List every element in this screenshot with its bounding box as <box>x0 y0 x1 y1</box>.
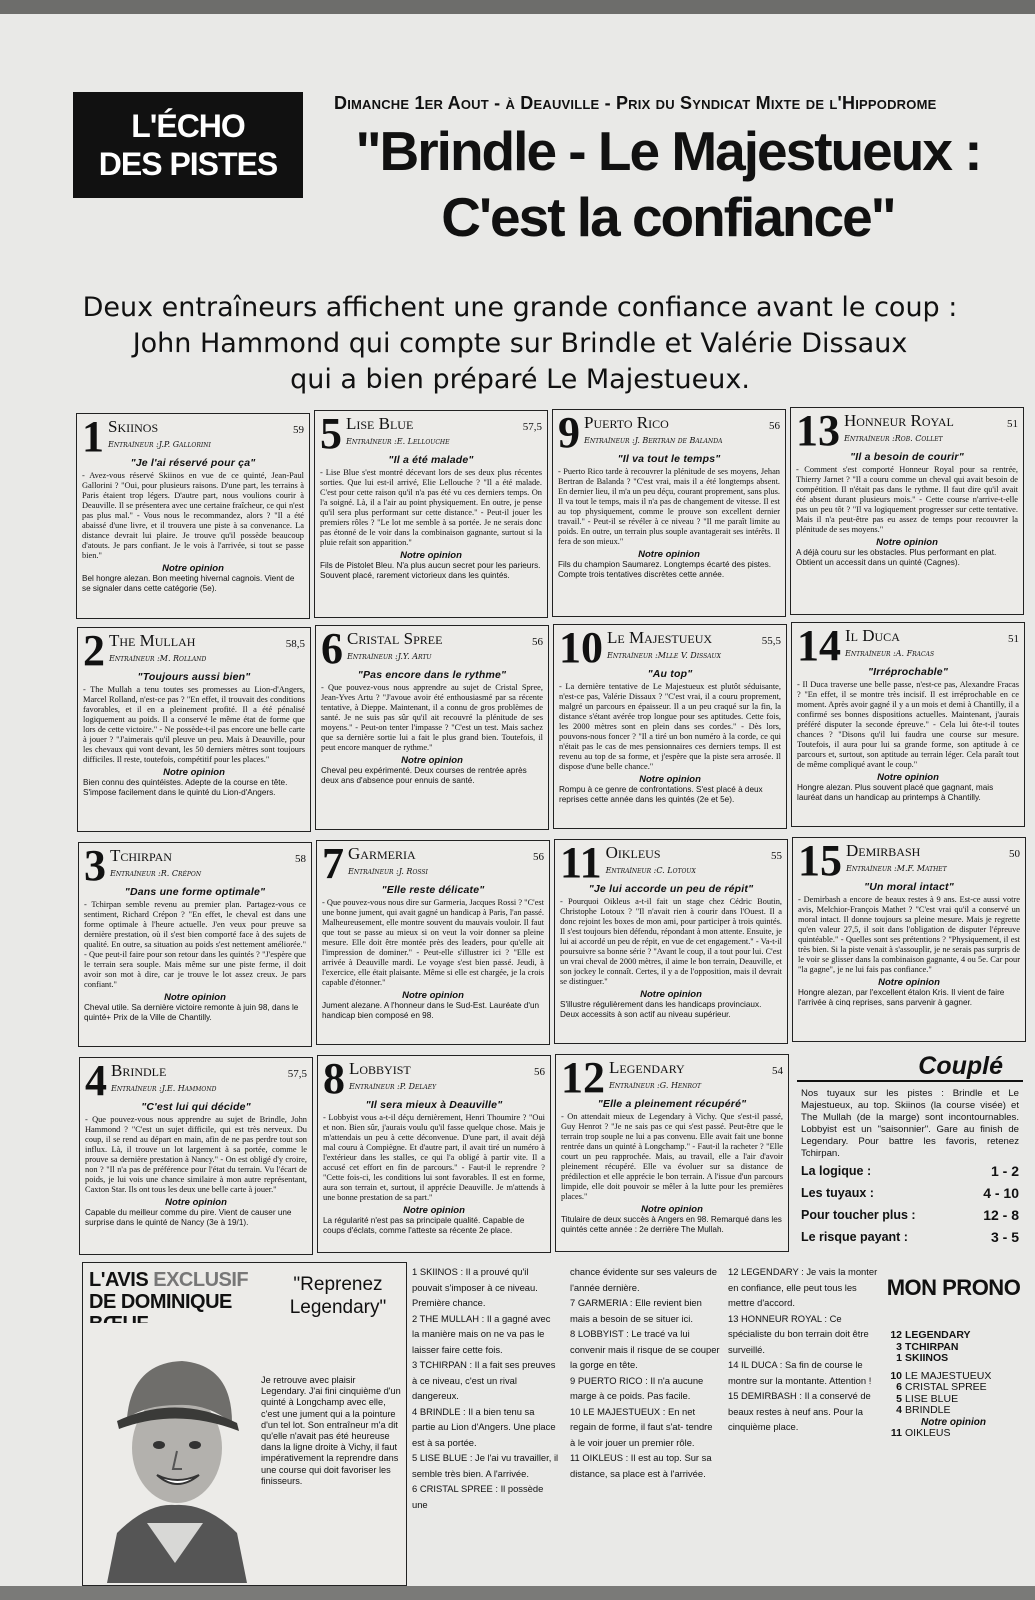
horse-weight: 57,5 <box>522 421 542 433</box>
tip-item: 3 TCHIRPAN : Il a fait ses preuves à ce niveau, c'est un rival dangereux. <box>412 1359 556 1401</box>
horse-card <box>76 413 310 619</box>
horse-card <box>314 410 548 618</box>
horse-opinion: Fils du champion Saumarez. Longtemps écarté des pistes. Compte trois tentatives discrètes cette année. <box>558 560 771 579</box>
prono-pick <box>886 1428 1021 1440</box>
horse-weight: 56 <box>533 851 544 863</box>
horse-quote: "C'est lui qui décide" <box>141 1101 251 1113</box>
horse-card <box>78 842 312 1047</box>
jockey-statement: Je retrouve avec plaisir Legendary. J'ai fini cinquième d'un quinté à Longchamp avec elle, c'est une jument qui a la pointure d'un tel lot. Son entraîneur m'a dit qu'elle n'avait pas été heureuse dans la ligne droite à Vichy, il faut impérativement la reprendre dans une course qui doit favoriser les finisseurs. <box>261 1375 401 1486</box>
horse-quote: "Il va tout le temps" <box>617 453 721 465</box>
prono-pick-number: 1 <box>896 1352 902 1364</box>
horse-header <box>346 415 542 436</box>
horse-name: Honneur Royal <box>844 411 954 430</box>
tip-item: 6 CRISTAL SPREE : Il possède une <box>412 1483 544 1510</box>
horse-card <box>317 1055 551 1253</box>
tips-column-3 <box>728 1264 878 1435</box>
couple-row-label: Pour toucher plus : <box>801 1208 916 1222</box>
horse-weight: 51 <box>1008 633 1019 645</box>
horse-opinion: Titulaire de deux succès à Angers en 98. Remarqué dans les quintés cette année : 2e derrière The Mullah. <box>561 1215 782 1234</box>
horse-number: 4 <box>85 1057 107 1105</box>
deck-line3: qui a bien préparé Le Majestueux. <box>290 364 750 395</box>
opinion-label: Notre opinion <box>162 563 224 574</box>
horse-trainer: Entraîneur :C. Lotoux <box>605 866 696 875</box>
tip-item: 1 SKIINOS : Il a prouvé qu'il pouvait s'imposer à ce niveau. Première chance. <box>412 1266 538 1308</box>
horse-quote: "Je lui accorde un peu de répit" <box>588 883 754 895</box>
tip-item: 5 LISE BLUE : Je l'ai vu travailler, il semble très bien. A l'arrivée. <box>412 1452 559 1479</box>
horse-trainer: Entraîneur :G. Henrot <box>609 1081 701 1090</box>
horse-quote: "Toujours aussi bien" <box>137 671 251 683</box>
horse-opinion: Bel hongre alezan. Bon meeting hivernal cagnois. Vient de se signaler dans cette catégorie (5e). <box>82 574 295 593</box>
horse-interview: - Comment s'est comporté Honneur Royal pour sa rentrée, Thierry Jarnet ? "Il a couru comme un cheval qui avait besoin de compétition. Il n'était pas dans le rythme. Il faut dire qu'il avait été absent durant plusieurs mois." - Cette course n'arrive-t-elle pas un peu tôt ? "Il va logiquement progresser sur cette tentative. Mais il n'a peut-être pas eu assez de temps pour recouvrer la plénitude de ses moyens." <box>796 465 1018 534</box>
horse-number: 3 <box>84 842 106 890</box>
horse-trainer: Entraîneur :J.E. Hammond <box>111 1084 217 1093</box>
tips-column-1 <box>412 1264 560 1512</box>
horse-interview: - Avez-vous réservé Skiinos en vue de ce quinté, Jean-Paul Gallorini ? "Oui, pour plusieurs raisons. D'une part, les terrains à Paris étaient trop légers. D'autre part, nous voulions courir à Deauville. Il se présentera avec une certaine fraîcheur, ce qui n'est pas plus mal." - Vous nous le recommandez, alors ? "Il a été abaissé d'une livre, et il trouvera une piste à sa convenance. La distance devrait lui plaire. Je trouve qu'il possède beaucoup d'atouts. Je pars confiant. Je le vois à l'arrivée, si tout se passe bien." <box>82 471 304 560</box>
horse-opinion: A déjà couru sur les obstacles. Plus performant en plat. Obtient un accessit dans un quinté (Cagnes). <box>796 548 997 567</box>
horse-trainer: Entraîneur :A. Fracas <box>845 649 935 658</box>
prono-pick-name: LE MAJESTUEUX <box>905 1369 992 1382</box>
horse-trainer: Entraîneur :P. Delaey <box>349 1082 437 1091</box>
jockey-box-title-a: L'AVIS <box>89 1269 154 1291</box>
horse-opinion: Cheval utile. Sa dernière victoire remonte à juin 98, dans le quinté+ Prix de la Ville de Chantilly. <box>84 1003 299 1022</box>
horse-quote: "Un moral intact" <box>864 881 954 893</box>
horse-weight: 56 <box>534 1066 545 1078</box>
opinion-label: Notre opinion <box>403 1205 465 1216</box>
horse-weight: 54 <box>772 1065 783 1077</box>
horse-card <box>553 624 787 829</box>
horse-name: Lise Blue <box>346 414 414 433</box>
horse-interview: - Il Duca traverse une belle passe, n'est-ce pas, Alexandre Fracas ? "En effet, il se montre très incisif. Il est irréprochable en ce moment. Après avoir gagné il y a un mois et demi à Chantilly, il a confirmé ses bonnes dispositions actuelles. Maintenant, j'aurais préféré disputer la seconde épreuve." - Cela lui ôte-t-il toutes chances ? "Disons qu'il lui faudra une course sur mesure. Toutefois, il aura pour lui sa grande forme, son aptitude à ce parcours et, surtout, son aptitude au terrain léger. Cela paraît tout de même compliqué avant le coup." <box>797 680 1019 769</box>
horse-interview: - Demirbash a encore de beaux restes à 9 ans. Est-ce aussi votre avis, Melchior-François Mathet ? "C'est vrai qu'il a conservé un moral intact. Il donne toujours sa pleine mesure. Mais je regrette qu'en valeur 27,5, il soit dans l'obligation de disputer l'épreuve quintéable." - Quelles sont ses prétentions ? "Physiquement, il est très bien. Si la piste venait à s'assouplir, je ne serais pas surpris de le voir se glisser dans la combinaison gagnante, 4 ou 5e. Car pour "la gagne", je ne lui fais pas confiance." <box>798 895 1020 974</box>
horse-number: 10 <box>559 624 603 672</box>
horse-weight: 56 <box>532 636 543 648</box>
tip-item: 10 LE MAJESTUEUX : En net regain de forme, il faut s'at- tendre à le voir jouer un premier rôle. <box>570 1405 713 1448</box>
jockey-box-title-b: EXCLUSIF <box>153 1269 249 1291</box>
horse-trainer: Entraîneur :J.Y. Artu <box>347 652 432 661</box>
prono-pick <box>886 1353 1021 1365</box>
couple-row <box>797 1182 1023 1204</box>
opinion-label: Notre opinion <box>877 772 939 783</box>
horse-trainer: Entraîneur :J. Bertran de Balanda <box>584 436 723 445</box>
horse-number: 6 <box>321 625 343 673</box>
page-bottom-edge <box>0 1586 1035 1600</box>
horse-weight: 57,5 <box>287 1068 307 1080</box>
tip-item: 12 LEGENDARY : Je vais la monter en confiance, elle peut tous les mettre d'accord. <box>728 1266 878 1308</box>
prono-pick-name: BRINDLE <box>905 1404 951 1416</box>
horse-interview: - Pourquoi Oikleus a-t-il fait un stage chez Cédric Boutin, Christophe Lotoux ? "Il n'avait rien à courir dans l'Ouest. Il a donc rejoint les boxes de mon ami, pour participer à trois quintés. Il s'est toujours bien défendu, répondant à mon attente. Ensuite, je lui ai accordé un peu de répit, en vue de cet engagement." - Va-t-il poursuivre sa bonne série ? "Avant le coup, il a tout pour lui. C'est un vrai cheval de 2000 mètres, il aime le bon terrain, Deauville, et son jockey le connaît. Certes, il y a de l'opposition, mais il devrait se distinguer." <box>560 897 782 986</box>
horse-quote: "Au top" <box>647 668 693 680</box>
horse-header <box>347 630 543 651</box>
horse-name: Cristal Spree <box>347 629 443 648</box>
opinion-label: Notre opinion <box>876 537 938 548</box>
prono-pick <box>886 1405 1021 1417</box>
prono-pick-number: 6 <box>896 1381 902 1393</box>
horse-card <box>791 622 1025 827</box>
horse-trainer: Entraîneur :E. Lellouche <box>346 437 450 446</box>
prono-pick-number: 4 <box>896 1404 902 1416</box>
couple-box <box>797 1052 1023 1252</box>
horse-name: Garmeria <box>348 844 416 863</box>
horse-name: Demirbash <box>846 841 921 860</box>
horse-quote: "Irréprochable" <box>867 666 949 678</box>
tips-column-2 <box>570 1264 720 1481</box>
horse-trainer: Entraîneur :R. Crépon <box>110 869 202 878</box>
tip-item: 14 IL DUCA : Sa fin de course le montre sur la montante. Attention ! <box>728 1359 872 1386</box>
horse-card <box>315 625 549 830</box>
prono-pick-number: 10 <box>890 1369 902 1382</box>
horse-header <box>606 844 782 865</box>
horse-name: Le Majestueux <box>607 628 713 647</box>
couple-row-value: 12 - 8 <box>983 1207 1019 1223</box>
horse-opinion: Jument alezane. A l'honneur dans le Sud-Est. Lauréate d'un handicap bien composé en 98. <box>322 1001 540 1020</box>
couple-row-label: Les tuyaux : <box>801 1186 874 1200</box>
horse-interview: - Lobbyist vous a-t-il déçu dernièrement, Henri Thoumire ? "Oui et non. Bien sûr, j'aurais voulu qu'il fasse quelque chose. Mais je m'attendais un peu à cette déconvenue. D'une part, il avait déjà mal couru à Compiègne. Et d'autre part, il avait tiré un numéro à l'extérieur dans les stalles, ce qui l'a obligé à partir vite. Il a accusé cet effort en fin de parcours." - Faut-il le reprendre ? "Cette fois-ci, les conditions lui sont favorables. Il est en forme, aura son terrain et, surtout, il apprécie Deauville. Je m'attends à une bonne prestation de sa part." <box>323 1113 545 1202</box>
jockey-opinion-box <box>82 1262 407 1586</box>
horse-name: Brindle <box>111 1061 167 1080</box>
horse-number: 11 <box>560 839 602 887</box>
horse-header <box>349 1060 545 1081</box>
deck-line2: John Hammond qui compte sur Brindle et Valérie Dissaux <box>132 328 908 359</box>
headline-line2: C'est la confiance" <box>441 186 895 248</box>
horse-number: 2 <box>83 627 105 675</box>
horse-number: 14 <box>797 622 841 670</box>
couple-row <box>797 1204 1023 1226</box>
tip-item: chance évidente sur ses valeurs de l'année dernière. <box>570 1266 717 1293</box>
horse-weight: 59 <box>293 424 304 436</box>
tip-item: 13 HONNEUR ROYAL : Ce spécialiste du bon terrain doit être surveillé. <box>728 1312 869 1355</box>
horse-weight: 51 <box>1007 418 1018 430</box>
horse-trainer: Entraîneur :Mlle V. Dissaux <box>607 651 721 660</box>
horse-name: Lobbyist <box>349 1059 411 1078</box>
horse-card <box>77 627 311 832</box>
horse-opinion: La régularité n'est pas sa principale qualité. Capable de coups d'éclats, comme l'atteste sa récente 2e place. <box>323 1216 525 1235</box>
tip-item: 7 GARMERIA : Elle revient bien mais a besoin de se situer ici. <box>570 1297 702 1324</box>
prono-pick-name: LISE BLUE <box>905 1392 959 1405</box>
opinion-label: Notre opinion <box>640 989 702 1000</box>
horse-opinion: Fils de Pistolet Bleu. N'a plus aucun secret pour les parieurs. Souvent placé, rarement victorieux dans les quintés. <box>320 561 541 580</box>
horse-weight: 55,5 <box>761 635 781 647</box>
horse-interview: - La dernière tentative de Le Majestueux est plutôt séduisante, n'est-ce pas, Valérie Dissaux ? "C'est vrai, il a couru proprement, malgré un parcours en épaisseur. Il a un peu craqué sur la fin, la distance s'étant avérée trop longue pour ses aptitudes. Cette fois, les 2000 mètres sont en plein dans ses cordes." - Dès lors, pouvons-nous foncer ? "Il a tiré un bon numéro à la corde, ce qui n'était pas le cas de mes pensionnaires ces derniers temps. Il est revenu au top de sa forme, et j'espère que la piste sera arrosée. Il dispose d'une belle chance." <box>559 682 781 771</box>
horse-interview: - Puerto Rico tarde à recouvrer la plénitude de ses moyens, Jehan Bertran de Balanda ? "C'est vrai, mais il a été longtemps absent. En dernier lieu, il m'a un peu déçu, courant proprement, sans plus. Il va tout le temps, mais il n'a pas de changement de vitesse. Il est au top physiquement, comme le prouve son excellent dernier travail." - Peut-il se révéler à ce niveau ? "Il me paraît limite au poids. En outre, un terrain plus souple avantagerait ses intérêts. Il fera de son mieux." <box>558 467 780 546</box>
jockey-box-title-c: DE DOMINIQUE <box>89 1291 232 1313</box>
race-kicker: Dimanche 1er Aout - à Deauville - Prix du Syndicat Mixte de l'Hippodrome <box>334 93 937 113</box>
prono-pick-number: 3 <box>896 1340 902 1353</box>
horse-interview: - Que pouvez-vous nous apprendre au sujet de Brindle, John Hammond ? "C'est un sujet difficile, qui est très nerveux. Du coup, il se rend au départ en main, afin de ne pas perdre tout son influx. Là, il trouve un lot largement à sa portée, comme le prouve sa dernière prestation à Nancy." - On est obligé d'y croire, non ? "Il n'a pas de préférence pour l'état du terrain. Vu l'écart de poids, je lui vois une chance similaire à mon autre représentant, Caxton Star. Ils ont tous les deux une belle carte à jouer." <box>85 1115 307 1194</box>
opinion-label: Notre opinion <box>401 755 463 766</box>
horse-opinion: Capable du meilleur comme du pire. Vient de causer une surprise dans le quinté de Nancy (3e à 19/1). <box>85 1208 292 1227</box>
horse-weight: 55 <box>771 850 782 862</box>
prono-title: MON PRONO <box>886 1275 1021 1300</box>
horse-quote: "Elle a pleinement récupéré" <box>597 1098 747 1110</box>
horse-number: 1 <box>82 413 104 461</box>
horse-header <box>348 845 544 866</box>
couple-row-label: La logique : <box>801 1164 872 1178</box>
horse-quote: "Dans une forme optimale" <box>124 886 266 898</box>
prono-opinion-label: Notre opinion <box>921 1416 986 1428</box>
opinion-label: Notre opinion <box>165 1197 227 1208</box>
horse-name: Legendary <box>609 1058 685 1077</box>
horse-weight: 58 <box>295 853 306 865</box>
prono-box <box>886 1264 1021 1439</box>
deck <box>20 290 1020 398</box>
horse-header <box>584 414 780 435</box>
page-top-edge <box>0 0 1035 14</box>
tip-item: 2 THE MULLAH : Il a gagné avec la manière mais on ne va pas le laisser faire cette fois. <box>412 1312 551 1355</box>
horse-quote: "Il a besoin de courir" <box>850 451 964 463</box>
headline-line1: "Brindle - Le Majestueux : <box>355 120 981 182</box>
horse-name: Il Duca <box>845 626 900 645</box>
prono-pick-name: LEGENDARY <box>905 1329 971 1341</box>
horse-header <box>844 412 1018 433</box>
horse-name: The Mullah <box>109 631 196 650</box>
headline <box>318 118 1018 250</box>
horse-card <box>790 407 1024 615</box>
prono-pick-number: 12 <box>890 1329 902 1341</box>
horse-interview: - The Mullah a tenu toutes ses promesses au Lion-d'Angers, Marcel Rolland, n'est-ce pas ? "En effet, il trouvait des conditions favorables, et il en a pleinement profité. Il a été pénalisé logiquement au poids. Il a conservé le même état de forme que lors de cette victoire." - Ne possède-t-il pas encore une belle carte à jouer ? "J'aimerais qu'il pleuve un peu. Mais à Deauville, pour les chevaux qui vont devant, les 50 derniers mètres sont toujours difficiles. Il reste, toutefois, compétitif pour les places." <box>83 685 305 764</box>
section-logo-line1: L'ÉCHO <box>131 108 245 144</box>
horse-card <box>554 839 788 1044</box>
horse-weight: 58,5 <box>285 638 305 650</box>
horse-number: 7 <box>322 840 344 888</box>
opinion-label: Notre opinion <box>164 992 226 1003</box>
horse-quote: "Pas encore dans le rythme" <box>357 669 507 681</box>
horse-name: Oikleus <box>605 843 661 862</box>
horse-interview: - Que pouvez-vous nous apprendre au sujet de Cristal Spree, Jean-Yves Artu ? "J'avoue avoir été enthousiasmé par sa récente tentative, à Dieppe. Maintenant, il a connu de gros problèmes de santé. Je ne suis pas sûr qu'il ait recouvré la plénitude de ses moyens." - Peut-on tenter l'impasse ? "C'est un test. Mais sachez que sa dernière sortie lui a fait le plus grand bien. Toutefois, il peut encore manquer de rythme." <box>321 683 543 752</box>
tip-item: 9 PUERTO RICO : Il n'a aucune marge à ce poids. Pas facile. <box>570 1374 704 1401</box>
prono-pick-name: TCHIRPAN <box>905 1340 959 1353</box>
jockey-quote: "Reprenez Legendary" <box>289 1274 387 1318</box>
horse-name: Puerto Rico <box>584 413 669 432</box>
horse-card <box>79 1057 313 1255</box>
jockey-photo <box>87 1323 263 1583</box>
prono-pick-name: CRISTAL SPREE <box>905 1381 987 1393</box>
horse-header <box>846 842 1020 863</box>
horse-interview: - Lise Blue s'est montré décevant lors de ses deux plus récentes sorties. Que lui est-il arrivé, Elie Lellouche ? "Il a été malade. C'est pour cette raison qu'il n'a pas été vu ces derniers temps. On l'a soigné. Là, il a l'air au point physiquement. En outre, je pense qu'il sera plus performant sur cette distance." - Peut-il jouer les premiers rôles ? "Le lot me semble à sa portée. Je ne serais donc pas étonné de le voir dans la combinaison gagnante, surtout si la pluie refait son apparition." <box>320 468 542 547</box>
horse-opinion: Bien connu des quintéistes. Adepte de la course en tête. S'impose facilement dans le quinté du Lion-d'Angers. <box>83 778 288 797</box>
prono-pick-name: SKIINOS <box>905 1352 949 1364</box>
opinion-label: Notre opinion <box>639 774 701 785</box>
prono-pick-number: 5 <box>896 1392 902 1405</box>
horse-header <box>845 627 1019 648</box>
horse-quote: "Il a été malade" <box>388 454 474 466</box>
horse-header <box>108 418 304 439</box>
horse-interview: - On attendait mieux de Legendary à Vichy. Que s'est-il passé, Guy Henrot ? "Je ne sais pas ce qui s'est passé. Peut-être que le terrain trop souple ne lui a pas convenu. Elle avait fait une bonne rentrée dans un quinté à Longchamp." - Faut-il la racheter ? "Elle court un peu rapprochée. Mais, au travail, elle a l'air d'avoir pleinement récupéré. Elle va évoluer sur sa distance de prédilection et elle apprécie le bon terrain. A l'issue d'un parcours limpide, elle doit pouvoir se mêler à la lutte pour les premières places." <box>561 1112 783 1201</box>
opinion-label: Notre opinion <box>402 990 464 1001</box>
horse-opinion: Rompu à ce genre de confrontations. S'est placé à deux reprises cette année dans les quintés (2e et 5e). <box>559 785 763 804</box>
opinion-label: Notre opinion <box>641 1204 703 1215</box>
horse-name: Skiinos <box>108 417 159 436</box>
opinion-label: Notre opinion <box>638 549 700 560</box>
horse-weight: 56 <box>769 420 780 432</box>
horse-opinion: Hongre alezan, par l'excellent étalon Kris. Il vient de faire l'arrivée à cinq reprises, sans parvenir à gagner. <box>798 988 1005 1007</box>
horse-quote: "Je l'ai réservé pour ça" <box>130 457 256 469</box>
horse-card <box>552 409 786 617</box>
couple-row-label: Le risque payant : <box>801 1230 908 1244</box>
horse-opinion: Hongre alezan. Plus souvent placé que gagnant, mais lauréat dans un handicap au printemps à Chantilly. <box>797 783 994 802</box>
tip-item: 11 OIKLEUS : Il est au top. Sur sa distance, sa place est à l'arrivée. <box>570 1452 712 1479</box>
couple-row-value: 4 - 10 <box>983 1185 1019 1201</box>
horse-card <box>555 1054 789 1252</box>
horse-number: 13 <box>796 407 840 455</box>
horse-number: 12 <box>561 1054 605 1102</box>
horse-trainer: Entraîneur :J.P. Gallorini <box>108 440 211 449</box>
horse-header <box>110 847 306 868</box>
horse-number: 9 <box>558 409 580 457</box>
section-logo <box>73 92 303 198</box>
couple-summary: Nos tuyaux sur les pistes : Brindle et Le Majestueux, au top. Skiinos (la course visée) et The Mullah (de la marge) sont incontournables. Lobbyist est un "saisonnier". Gare au finish de Legendary. Pour battre les favoris, retenez Tchirpan. <box>801 1088 1019 1159</box>
tip-item: 15 DEMIRBASH : Il a conservé de beaux restes à neuf ans. Pour la cinquième place. <box>728 1390 871 1432</box>
section-logo-line2: DES PISTES <box>98 146 278 182</box>
horse-card <box>792 837 1026 1042</box>
horse-opinion: S'illustre régulièrement dans les handicaps provinciaux. Deux accessits à son actif au niveau supérieur. <box>560 1000 762 1019</box>
horse-trainer: Entraîneur :J. Rossi <box>348 867 428 876</box>
horse-trainer: Entraîneur :Rob. Collet <box>844 434 943 443</box>
horse-number: 8 <box>323 1055 345 1103</box>
horse-number: 15 <box>798 837 842 885</box>
horse-trainer: Entraîneur :M.F. Mathet <box>846 864 947 873</box>
horse-header <box>607 629 781 650</box>
tip-item: 4 BRINDLE : Il a bien tenu sa partie au Lion d'Angers. Une place est à sa portée. <box>412 1405 556 1448</box>
opinion-label: Notre opinion <box>400 550 462 561</box>
opinion-label: Notre opinion <box>163 767 225 778</box>
couple-row <box>797 1160 1023 1182</box>
prono-pick-number: 11 <box>890 1426 902 1439</box>
horse-quote: "Il sera mieux à Deauville" <box>365 1099 503 1111</box>
couple-title: Couplé <box>797 1052 1023 1082</box>
horse-header <box>111 1062 307 1083</box>
couple-row <box>797 1226 1023 1248</box>
horse-interview: - Tchirpan semble revenu au premier plan. Partagez-vous ce sentiment, Richard Crépon ? "En effet, le cheval est dans une forme optimale à l'heure actuelle. J'en veux pour preuve sa dernière prestation, où il s'est bien comporté face à des sujets de qualité. En outre, sa situation au poids s'est nettement améliorée." - Que peut-il faire pour son retour dans les quintés ? "J'espère que le terrain sera souple. Mais même sur une piste ferme, il doit avoir son mot à dire, car je trouve le lot assez creux. Je pars confiant." <box>84 900 306 989</box>
horse-opinion: Cheval peu expérimenté. Deux courses de rentrée après deux ans d'absence pour ennuis de santé. <box>321 766 527 785</box>
prono-pick-name: OIKLEUS <box>905 1426 951 1439</box>
horse-quote: "Elle reste délicate" <box>381 884 485 896</box>
couple-row-value: 3 - 5 <box>990 1229 1019 1245</box>
horse-name: Tchirpan <box>110 846 172 865</box>
tip-item: 8 LOBBYIST : Le tracé va lui convenir mais il risque de se couper la gorge en tête. <box>570 1328 720 1370</box>
horse-weight: 50 <box>1009 848 1020 860</box>
horse-header <box>609 1059 783 1080</box>
couple-row-value: 1 - 2 <box>990 1163 1019 1179</box>
horse-number: 5 <box>320 410 342 458</box>
deck-line1: Deux entraîneurs affichent une grande confiance avant le coup : <box>82 292 958 323</box>
horse-header <box>109 632 305 653</box>
opinion-label: Notre opinion <box>878 977 940 988</box>
horse-interview: - Que pouvez-vous nous dire sur Garmeria, Jacques Rossi ? "C'est une bonne jument, qui avait gagné un handicap à Paris, l'an passé. Malheureusement, elle montre souvent du mauvais vouloir. Il faut que tout se passe au mieux si on veut la voir donner sa pleine mesure. Elle doit être montée près des leaders, pour qu'elle ait l'impression de dominer." - Peut-elle s'illustrer ici ? "Elle est arrivée à Deauville mardi. Le voyage s'est bien passé. Jeudi, à l'exercice, elle était plaisante. Même si elle est chargée, je la crois capable d'étonner." <box>322 898 544 987</box>
horse-card <box>316 840 550 1045</box>
horse-trainer: Entraîneur :M. Rolland <box>109 654 207 663</box>
